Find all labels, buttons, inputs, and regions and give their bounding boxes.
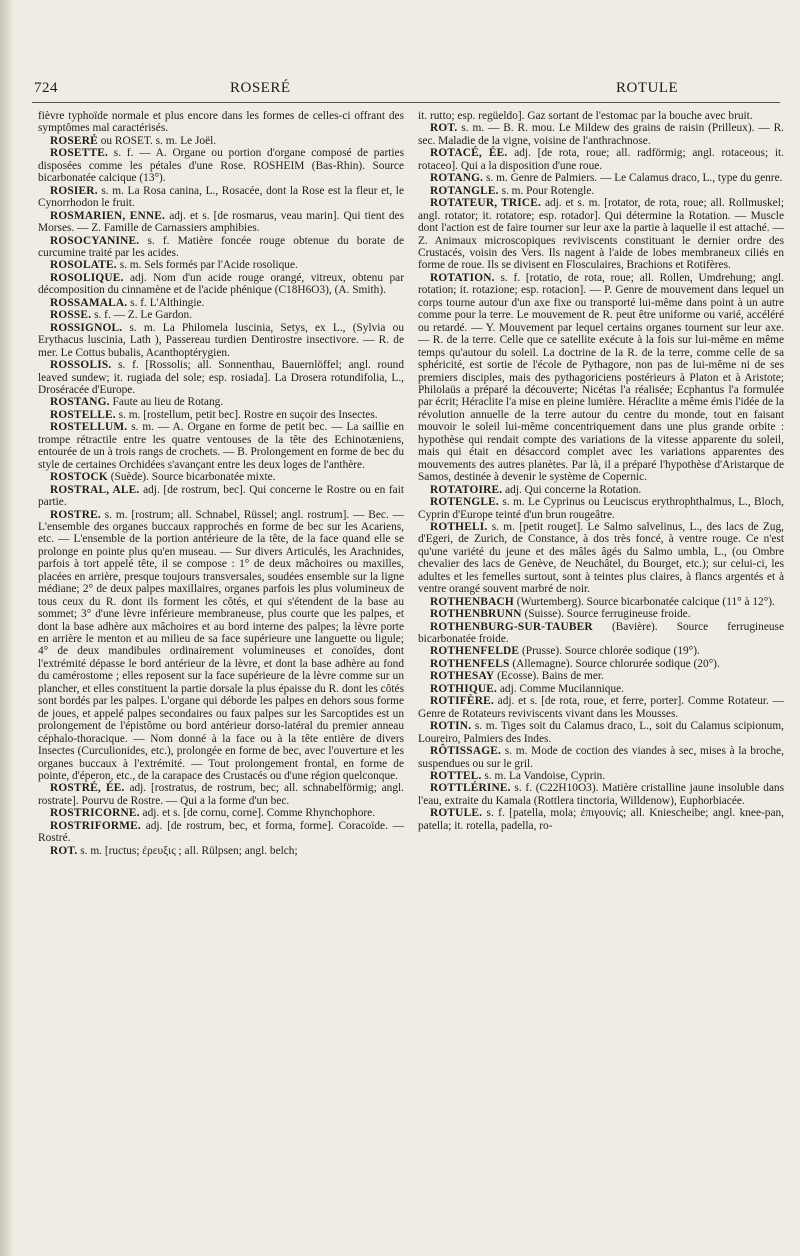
dictionary-entry [418, 496, 784, 521]
dictionary-entry [418, 745, 784, 770]
entry-text: s. f. [Rossolis; all. Sonnenthau, Bauernlöffel; angl. round leaved sundew; it. rugiada del sole; esp. rosiada]. La Drosera rotundifolia, L., Droséracée d'Europe. [38, 359, 404, 396]
entry-headword: ROTULE. [430, 807, 483, 820]
entry-text: adj. [de rostrum, bec, et forma, forme]. Coracoïde. — Rostré. [38, 819, 404, 845]
entry-headword: ROSTELLE. [50, 408, 116, 421]
entry-text: adj. [rostratus, de rostrum, bec; all. schnabelförmig; angl. rostrate]. Pourvu de Rostre. — Qui a la forme d'un bec. [38, 782, 404, 807]
dictionary-entry [38, 297, 404, 309]
dictionary-entry [418, 658, 784, 670]
entry-text: s. f. (C22H10O3). Matière cristalline jaune insoluble dans l'eau, extraite du Kamala (Rottlera tinctoria, Willdenow), Euphorbiacée. [418, 782, 784, 807]
entry-text: (Suisse). Source ferrugineuse froide. [524, 608, 691, 621]
entry-text: s. m. Pour Rotengle. [501, 184, 595, 197]
entry-headword: ROTANG. [430, 172, 484, 185]
dictionary-entry [38, 484, 404, 509]
dictionary-entry [38, 147, 404, 184]
dictionary-entry [418, 695, 784, 720]
entry-text: s. f. [rotatio, de rota, roue; all. Rollen, Umdrehung; angl. rotation; it. rotazione; esp. rotacion]. — P. Genre de mouvement dans lequel un corps tourne autour d'un axe fixe ou transporté lui-même dans point à un autre comme pour la terre. Le mouvement de R. peut être uniforme ou varié, accéléré ou retardé. — Y. Mouvement par lequel certains organes tournent sur leur axe. — R. de la terre. Celle que ce satellite exécute à la fois sur lui-même en même temps qu'autour du soleil. La doctrine de la R. de la terre, comme celle de sa sphéricité, est sortie de l'école de Pythagore, non pas de lui-même ni de ses premiers disciples, mais des pythagoriciens postérieurs à Platon et à Aristote; Philolaüs a préparé la découverte; Nicétas l'a réalisée; Ecphantus l'a formulée par écrit; Héraclite l'a mise en pleine lumière. Héraclite a même émis l'idée de la révolution annuelle de la terre autour du centre du monde, tout en faisant mouvoir le soleil lui-même concentriquement dans une plus grande orbite : hypothèse qui rendait compte des variations de la vitesse apparente du soleil, mais qui était en désaccord complet avec les variations apparentes des mouvements des autres planètes. Par là, il a préparé l'hypothèse d'Aristarque de Samos, destinée à devenir le système de Copernic. [418, 271, 784, 484]
dictionary-entry [38, 185, 404, 210]
dictionary-entry [418, 608, 784, 620]
dictionary-entry [418, 197, 784, 272]
dictionary-entry [418, 720, 784, 745]
running-header [32, 78, 780, 103]
dictionary-entry [38, 235, 404, 260]
entry-text: adj. [de rostrum, bec]. Qui concerne le Rostre ou en fait partie. [38, 483, 404, 509]
entry-headword: RÔTISSAGE. [430, 745, 502, 758]
entry-headword: ROSERÉ [50, 134, 98, 147]
dictionary-entry [38, 409, 404, 421]
dictionary-entry [418, 272, 784, 484]
entry-headword: ROSIER. [50, 184, 98, 197]
entry-text: adj. [de rota, roue; all. radförmig; angl. rotaceous; it. rotaceo]. Qui a la disposition d'une roue. [418, 147, 784, 172]
entry-headword: ROTACÉ, ÉE. [430, 147, 508, 160]
entry-headword: ROSOLATE. [50, 259, 117, 272]
entry-headword: ROSSE. [50, 309, 92, 322]
entry-headword: ROTHENFELS [430, 657, 510, 670]
entry-text: fièvre typhoïde normale et plus encore dans les formes de celles-ci offrant des symptômes mal caractérisés. [38, 110, 404, 135]
entry-text: s. m. La Rosa canina, L., Rosacée, dont la Rose est la fleur et, le Cynorrhodon le fruit. [38, 184, 404, 210]
entry-headword: ROSOCYANINE. [50, 234, 140, 247]
right-column [418, 110, 784, 1246]
dictionary-entry [38, 807, 404, 819]
entry-text: s. f. — Z. Le Gardon. [94, 309, 193, 322]
entry-headword: ROSOLIQUE. [50, 271, 124, 284]
dictionary-entry [418, 807, 784, 832]
entry-text: s. f. [patella, mola; ἐπιγουνίς; all. Kniescheibe; angl. knee-pan, patella; it. rotella, padella, ro- [418, 807, 784, 832]
dictionary-entry [38, 309, 404, 321]
dictionary-entry [38, 471, 404, 483]
entry-headword: ROTIFÈRE. [430, 695, 494, 708]
entry-headword: ROSTANG. [50, 396, 110, 409]
entry-headword: ROTTEL. [430, 770, 482, 783]
entry-headword: ROT. [430, 122, 458, 135]
entry-text: (Bavière). Source ferrugineuse bicarbonatée froide. [418, 620, 784, 646]
dictionary-entry [418, 110, 784, 122]
entry-headword: ROSTRÉ, ÉE. [50, 782, 125, 795]
entry-headword: ROTATION. [430, 271, 495, 284]
dictionary-entry [38, 359, 404, 396]
entry-headword: ROTHELI. [430, 520, 488, 533]
entry-text: s. m. La Vandoise, Cyprin. [484, 770, 606, 783]
entry-headword: ROSTOCK [50, 471, 108, 484]
dictionary-entry [38, 820, 404, 845]
dictionary-entry [418, 770, 784, 782]
dictionary-entry [38, 259, 404, 271]
dictionary-entry [418, 185, 784, 197]
entry-text: s. m. [rostrum; all. Schnabel, Rüssel; angl. rostrum]. — Bec. — L'ensemble des organes buccaux rapprochés en forme de bec sur les Acariens, etc. — L'ensemble de la portion antérieure de la tête, de la face quand elle se prolonge en pointe plus qu'en museau. — Sur divers Articulés, les Arachnides, parfois à tort appelé tête, il se compose : 1° de deux mâchoires ou maxilles, placées en arrière, presque toujours transversales, soudées ensemble sur la ligne médiane; 2° de deux palpes maxillaires, organes parfois les plus volumineux de tous ceux du R. dont ils forment les côtés, et qui s'étendent de la base au sommet; 3° d'une lèvre inférieure membraneuse, plus courte que les palpes, et dont la base adhère aux mâchoires et au bord interne des palpes; la lèvre porte en arrière le menton et au milieu de sa face supérieure une languette ou ligule; 4° de deux mandibules ordinairement volumineuses et conoïdes, dont l'extrémité dépasse le bord antérieur de la lèvre, et dont la base adhère au fond du camérostome ; elles reposent sur la face supérieure de la lèvre comme sur un plancher, et elles constituent la partie dorsale la plus épaisse du R. dont les côtés sont bordés par les palpes. L'organe qui déborde les palpes en dehors sous forme de joues, et appelé palpes secondaires ou faux palpes sur les Sarcoptides est un prolongement de l'épistôme ou bord antérieur dorso-latéral du premier anneau céphalo-thoracique. — Nom donné à la face ou à la tête entière de divers Insectes (Curculionides, etc.), prolongée en forme de bec, avec l'ouverture et les organes buccaux à l'extrémité. — Tout prolongement frontal, en forme de pointe, d'éperon, etc., de la carapace des Crustacés ou d'une région quelconque. [38, 508, 404, 783]
entry-headword: ROTATOIRE. [430, 483, 503, 496]
entry-headword: ROTHENBRUNN [430, 608, 522, 621]
dictionary-entry [418, 147, 784, 172]
entry-text: s. m. La Philomela luscinia, Setys, ex L., (Sylvia ou Erythacus luscinia, Lath ), Passereau turdien Dentirostre insectivore. — R. de mer. Le Cottus bubalis, Acanthoptérygien. [38, 321, 404, 359]
page-binding-shadow [0, 0, 14, 1256]
entry-headword: ROSTELLUM. [50, 421, 128, 434]
entry-headword: ROTIN. [430, 720, 472, 733]
entry-text: s. m. — A. Organe en forme de petit bec. — La saillie en trompe rétractile entre les quatre ventouses de la tête des Echinotæniens, entourée de un à trois rangs de crochets. — B. Prolongement en forme de bec du style de certaines Orchidées s'avançant entre les deux loges de l'anthère. [38, 421, 404, 471]
entry-text: s. m. [ructus; ἐρευξις ; all. Rülpsen; angl. belch; [80, 844, 298, 857]
entry-text: s. m. Tiges soit du Calamus draco, L., soit du Calamus scipionum, Loureiro, Palmiers des Indes. [418, 720, 784, 745]
entry-text: (Suède). Source bicarbonatée mixte. [110, 471, 276, 484]
dictionary-entry [38, 272, 404, 297]
entry-headword: ROTANGLE. [430, 184, 499, 197]
dictionary-entry [418, 122, 784, 147]
entry-text: ou ROSET. s. m. Le Joël. [100, 134, 217, 147]
dictionary-entry [38, 135, 404, 147]
dictionary-entry [418, 645, 784, 657]
entry-text: (Wurtemberg). Source bicarbonatée calcique (11° à 12°). [516, 595, 775, 608]
dictionary-entry [38, 322, 404, 359]
entry-text: s. f. Matière foncée rouge obtenue du borate de curcumine traité par les acides. [38, 234, 404, 259]
entry-headword: ROTHENBACH [430, 595, 514, 608]
dictionary-entry [38, 509, 404, 783]
columns [38, 110, 784, 1246]
entry-headword: ROSTRAL, ALE. [50, 483, 140, 496]
entry-text: s. m. Sels formés par l'Acide rosolique. [119, 259, 298, 272]
entry-headword: ROSSAMALA. [50, 296, 128, 309]
entry-text: Faute au lieu de Rotang. [112, 396, 224, 409]
entry-text: (Allemagne). Source chlorurée sodique (20°). [512, 657, 720, 670]
dictionary-entry [418, 683, 784, 695]
entry-headword: ROSSIGNOL. [50, 321, 123, 334]
entry-text: s. f. — A. Organe ou portion d'organe composé de parties disposées comme les pétales d'une Rose. ROSHEIM (Bas-Rhin). Source bicarbonatée calcique (13°). [38, 147, 404, 185]
dictionary-entry [418, 670, 784, 682]
entry-headword: ROTENGLE. [430, 496, 499, 509]
entry-headword: ROTTLÉRINE. [430, 782, 511, 795]
entry-headword: ROTATEUR, TRICE. [430, 197, 542, 210]
entry-headword: ROSTRE. [50, 508, 101, 521]
entry-text: adj. Nom d'un acide rouge orangé, vitreux, obtenu par décomposition du cinnamène et de l'acide phénique (C18H6O3), (A. Smith). [38, 271, 404, 297]
entry-text: adj. et s. [de cornu, corne]. Comme Rhynchophore. [142, 807, 376, 820]
dictionary-entry [38, 396, 404, 408]
dictionary-entry [38, 782, 404, 807]
entry-text: (Ecosse). Bains de mer. [497, 670, 604, 683]
left-running-headword: ROSERÉ [230, 80, 291, 96]
entry-text: adj. Qui concerne la Rotation. [505, 483, 642, 496]
entry-headword: ROTHENBURG-SUR-TAUBER [430, 620, 593, 633]
entry-text: adj. et s. m. [rotator, de rota, roue; all. Rollmuskel; angl. rotator; it. rotatore; esp. rotador]. Qui détermine la Rotation. — Muscle dont l'action est de faire tourner sur leur axe la partie à laquelle il est attaché. — Z. Animaux microscopiques reviviscents constituant le dernier ordre des Crustacés, voisin des Vers. Ils nagent à l'aide de lobes membraneux ciliés en forme de roue. Ils se divisent en Flosculaires, Brachions et Rotifères. [418, 197, 784, 272]
entry-text: s. m. Le Cyprinus ou Leuciscus erythrophthalmus, L., Bloch, Cyprin d'Europe teinté d'un brun rougeâtre. [418, 496, 784, 521]
entry-text: adj. et s. [de rota, roue, et ferre, porter]. Comme Rotateur. — Genre de Rotateurs reviviscents vivant dans les Mousses. [418, 695, 784, 720]
entry-headword: ROTHIQUE. [430, 682, 498, 695]
entry-headword: ROTHENFELDE [430, 645, 520, 658]
entry-headword: ROSTRIFORME. [50, 819, 141, 832]
entry-headword: ROTHESAY [430, 670, 495, 683]
dictionary-entry [418, 782, 784, 807]
page-number: 724 [34, 80, 58, 96]
dictionary-entry [418, 621, 784, 646]
entry-headword: ROT. [50, 844, 78, 857]
entry-headword: ROSTRICORNE. [50, 807, 140, 820]
entry-headword: ROSETTE. [50, 147, 109, 160]
entry-text: s. m. [petit rouget]. Le Salmo salvelinus, L., des lacs de Zug, d'Egeri, de Zurich, de Constance, à dos très foncé, à ventre rouge. Ce n'est qu'une variété du jeune et des mâles âgés du Salmo umbla, L., (ou Ombre chevalier des lacs de Genève, de Neuchâtel, du Bourget, etc.); sur celui-ci, les adultes et les femelles surtout, sont à teintes plus claires, à flancs argentés et à ventre orangé souvent marbré de noir. [418, 520, 784, 596]
left-column [38, 110, 404, 1246]
dictionary-entry [418, 596, 784, 608]
dictionary-entry [38, 421, 404, 471]
entry-text: s. m. — B. R. mou. Le Mildew des grains de raisin (Prilleux). — R. sec. Maladie de la vigne, voisine de l'anthrachnose. [418, 122, 784, 147]
entry-text: adj. et s. [de rosmarus, veau marin]. Qui tient des Morses. — Z. Famille de Carnassiers amphibies. [38, 209, 404, 235]
entry-text: s. m. [rostellum, petit bec]. Rostre en suçoir des Insectes. [118, 408, 378, 421]
entry-text: s. f. L'Althingie. [130, 296, 205, 309]
right-running-headword: ROTULE [616, 80, 679, 96]
entry-text: (Prusse). Source chlorée sodique (19°). [522, 645, 700, 658]
dictionary-entry [38, 110, 404, 135]
entry-headword: ROSMARIEN, ENNE. [50, 209, 166, 222]
entry-headword: ROSSOLIS. [50, 359, 112, 372]
dictionary-entry [418, 521, 784, 596]
dictionary-entry [38, 210, 404, 235]
dictionary-entry [418, 484, 784, 496]
entry-text: it. rutto; esp. regüeldo]. Gaz sortant de l'estomac par la bouche avec bruit. [418, 110, 753, 122]
entry-text: adj. Comme Mucilannique. [499, 682, 625, 695]
dictionary-entry [38, 845, 404, 857]
entry-text: s. m. Mode de coction des viandes à sec, mises à la broche, suspendues ou sur le gril. [418, 745, 784, 770]
entry-text: s. m. Genre de Palmiers. — Le Calamus draco, L., type du genre. [486, 172, 783, 185]
dictionary-entry [418, 172, 784, 184]
